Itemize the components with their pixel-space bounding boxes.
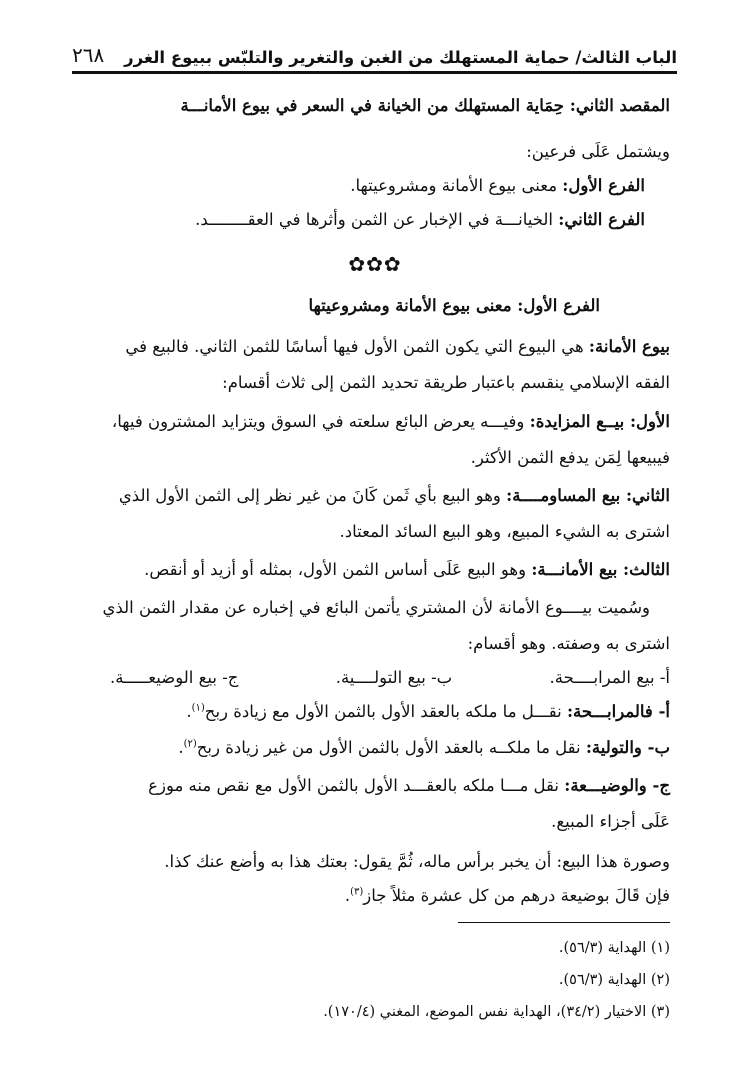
wadia-def: نقل مـــا ملكه بالعقـــد الأول بالثمن الأول مع نقص منه موزع: [148, 776, 559, 795]
second-line-1: [119, 486, 670, 506]
branch-2-label: الفرع الثاني:: [558, 210, 645, 229]
tawliya-line: ب- والتولية: نقل ما ملكــه بالعقد الأول بالثمن الأول من غير زيادة ربح$^{(٢)}$.: [178, 738, 670, 757]
second-def: وهو البيع بأي ثَمن كَانَ من غير نظر إلى الثمن الأول الذي: [118, 486, 501, 505]
third-line: [144, 560, 670, 580]
type-wadia: ج- بيع الوضيعـــــة.: [110, 668, 239, 687]
branch-1-text: معنى بيوع الأمانة ومشروعيتها.: [350, 176, 558, 195]
form-line-1: وصورة هذا البيع: أن يخبر برأس ماله، ثُمَّ يقول: بعتك هذا به وأضع عنك كذا.: [164, 852, 670, 871]
named-line-1: وسُميت بيــــوع الأمانة لأن المشتري يأتمن البائع في إخباره عن مقدار الثمن الذي: [102, 598, 650, 617]
named-line-2: اشترى به وصفته. وهو أقسام:: [467, 634, 670, 653]
amana-term: بيوع الأمانة:: [588, 337, 670, 356]
maqsad-heading: المقصد الثاني: حِمَاية المستهلك من الخيانة في السعر في بيوع الأمانـــة: [180, 96, 670, 115]
first-line-1: [112, 412, 670, 432]
amana-line-2: الفقه الإسلامي ينقسم باعتبار طريقة تحديد الثمن إلى ثلاث أقسام:: [222, 373, 670, 392]
types-list: [110, 668, 670, 688]
second-term: الثاني: بيع المساومــــة:: [506, 486, 670, 505]
tawliya-def: نقل ما ملكــه بالعقد الأول بالثمن الأول من غير زيادة ربح: [196, 738, 581, 757]
wadia-term: ج- والوضيـــعة:: [564, 776, 670, 795]
footnote-3: (٣) الاختيار (٣٤/٢)، الهداية نفس الموضع، المغني (١٧٠/٤).: [323, 1004, 670, 1020]
footnote-ref-1: (١): [191, 702, 205, 714]
wadia-line-2: عَلَى أجزاء المبيع.: [551, 812, 670, 831]
footnote-ref-2: (٢): [183, 738, 197, 750]
branch-1-label: الفرع الأول:: [562, 176, 645, 195]
footnote-2: (٢) الهداية (٥٦/٣).: [558, 972, 670, 988]
branch-2-text: الخيانـــة في الإخبار عن الثمن وأثرها في العقــــــــد.: [195, 210, 554, 229]
amana-line-1: [74, 337, 670, 357]
branch-2-item: [195, 210, 645, 230]
second-line-2: اشترى به الشيء المبيع، وهو البيع السائد المعتاد.: [339, 522, 670, 541]
footnote-1: (١) الهداية (٥٦/٣).: [558, 940, 670, 956]
type-tawliya: ب- بيع التولــــية.: [335, 668, 453, 687]
footnote-separator: [458, 922, 670, 923]
type-murabaha: أ- بيع المرابــــحة.: [549, 668, 670, 687]
amana-def: هي البيوع التي يكون الثمن الأول فيها أساسًا للثمن الثاني. فالبيع في: [125, 337, 584, 356]
branch-1-item: [350, 176, 645, 196]
intro-line: ويشتمل عَلَى فرعين:: [526, 142, 670, 161]
first-term: الأول: بيــع المزايدة:: [529, 412, 670, 431]
form-text: فإن قَالَ بوضيعة درهم من كل عشرة مثلاً جاز: [363, 886, 670, 905]
third-def: وهو البيع عَلَى أساس الثمن الأول، بمثله أو أزيد أو أنقص.: [144, 560, 527, 579]
ornament-divider: ✿✿✿: [348, 252, 402, 276]
section-heading: الفرع الأول: معنى بيوع الأمانة ومشروعيتها: [308, 296, 600, 315]
first-def: وفيـــه يعرض البائع سلعته في السوق ويتزايد المشترون فيها،: [111, 412, 525, 431]
murabaha-def: نقـــل ما ملكه بالعقد الأول بالثمن الأول مع زيادة ربح: [204, 702, 562, 721]
chapter-title: الباب الثالث/ حماية المستهلك من الغبن والتغرير والتلبّس ببيوع الغرر: [124, 48, 677, 67]
running-header: [72, 40, 677, 74]
form-line-2: فإن قَالَ بوضيعة درهم من كل عشرة مثلاً جاز$^{(٣)}$.: [344, 886, 670, 905]
third-term: الثالث: بيع الأمانـــة:: [531, 560, 670, 579]
wadia-line-1: [148, 776, 670, 796]
page-number: ٢٦٨: [72, 43, 105, 67]
tawliya-term: ب- والتولية:: [585, 738, 670, 757]
murabaha-term: أ- فالمرابـــحة:: [566, 702, 670, 721]
footnote-ref-3: (٣): [350, 886, 364, 898]
first-line-2: فيبيعها لِمَن يدفع الثمن الأكثر.: [470, 448, 670, 467]
murabaha-line: أ- فالمرابـــحة: نقـــل ما ملكه بالعقد الأول بالثمن الأول مع زيادة ربح$^{(١)}$.: [186, 702, 670, 721]
